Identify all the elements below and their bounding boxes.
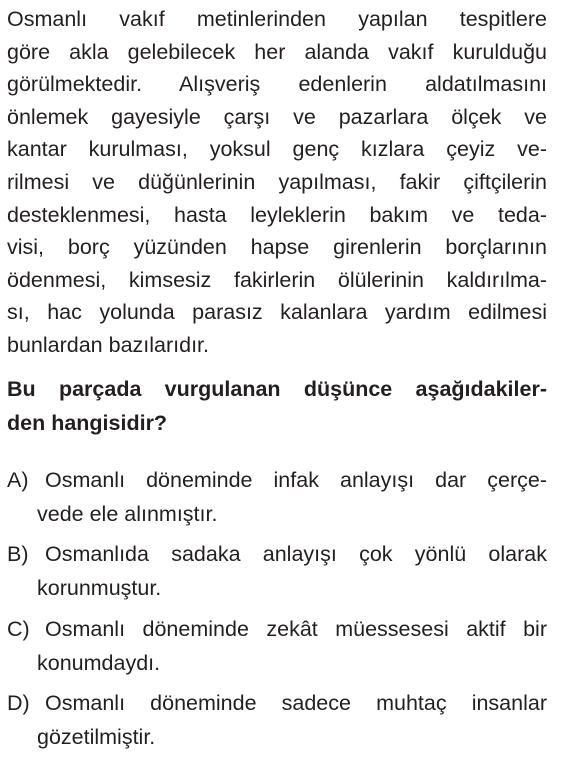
passage-line: görülmektedir. Alışveriş edenlerin aldatılmasını (7, 72, 547, 97)
passage-line: kantar kurulması, yoksul genç kızlara çeyiz ve- (7, 137, 547, 162)
option-c-text-line2: konumdaydı. (37, 651, 161, 675)
question-stem (7, 373, 547, 440)
passage-line: Osmanlı vakıf metinlerinden yapılan tespitlere (7, 7, 547, 31)
passage-line: desteklenmesi, hasta leyleklerin bakım ve teda- (7, 202, 547, 227)
passage-text (7, 3, 547, 362)
option-c[interactable] (7, 612, 547, 680)
passage-line: göre akla gelebilecek her alanda vakıf kurulduğu (7, 39, 547, 64)
option-b-text-line2: korunmuştur. (37, 576, 162, 600)
question-line: Bu parçada vurgulanan düşünce aşağıdakiler- (7, 377, 547, 401)
option-d-letter: D) (7, 691, 30, 715)
option-d-text-line2: gözetilmiştir. (37, 725, 156, 749)
passage-line: bunlardan bazılarıdır. (7, 332, 209, 357)
option-c-text-line1: Osmanlı döneminde zekât müessesesi aktif bir (45, 617, 547, 641)
option-b-text-line1: Osmanlıda sadaka anlayışı çok yönlü olarak (45, 542, 547, 566)
passage-line: sı, hac yolunda parasız kalanlara yardım edilmesi (7, 300, 547, 325)
option-b[interactable] (7, 537, 547, 605)
passage-line: önlemek gayesiyle çarşı ve pazarlara ölçek ve (7, 104, 547, 129)
question-line: den hangisidir? (7, 410, 168, 435)
option-d[interactable] (7, 686, 547, 754)
option-a[interactable] (7, 463, 547, 531)
passage-line: visi, borç yüzünden hapse girenlerin borçlarının (7, 235, 547, 260)
option-d-text-line1: Osmanlı döneminde sadece muhtaç insanlar (45, 691, 547, 715)
option-b-letter: B) (7, 542, 29, 566)
passage-line: ödenmesi, kimsesiz fakirlerin ölülerinin kaldırılma- (7, 267, 547, 292)
option-a-text-line1: Osmanlı döneminde infak anlayışı dar çerçe- (45, 468, 547, 492)
option-c-letter: C) (7, 617, 30, 641)
passage-line: rilmesi ve düğünlerinin yapılması, fakir çiftçilerin (7, 169, 547, 194)
option-a-letter: A) (7, 468, 29, 492)
option-a-text-line2: vede ele alınmıştır. (37, 502, 218, 526)
